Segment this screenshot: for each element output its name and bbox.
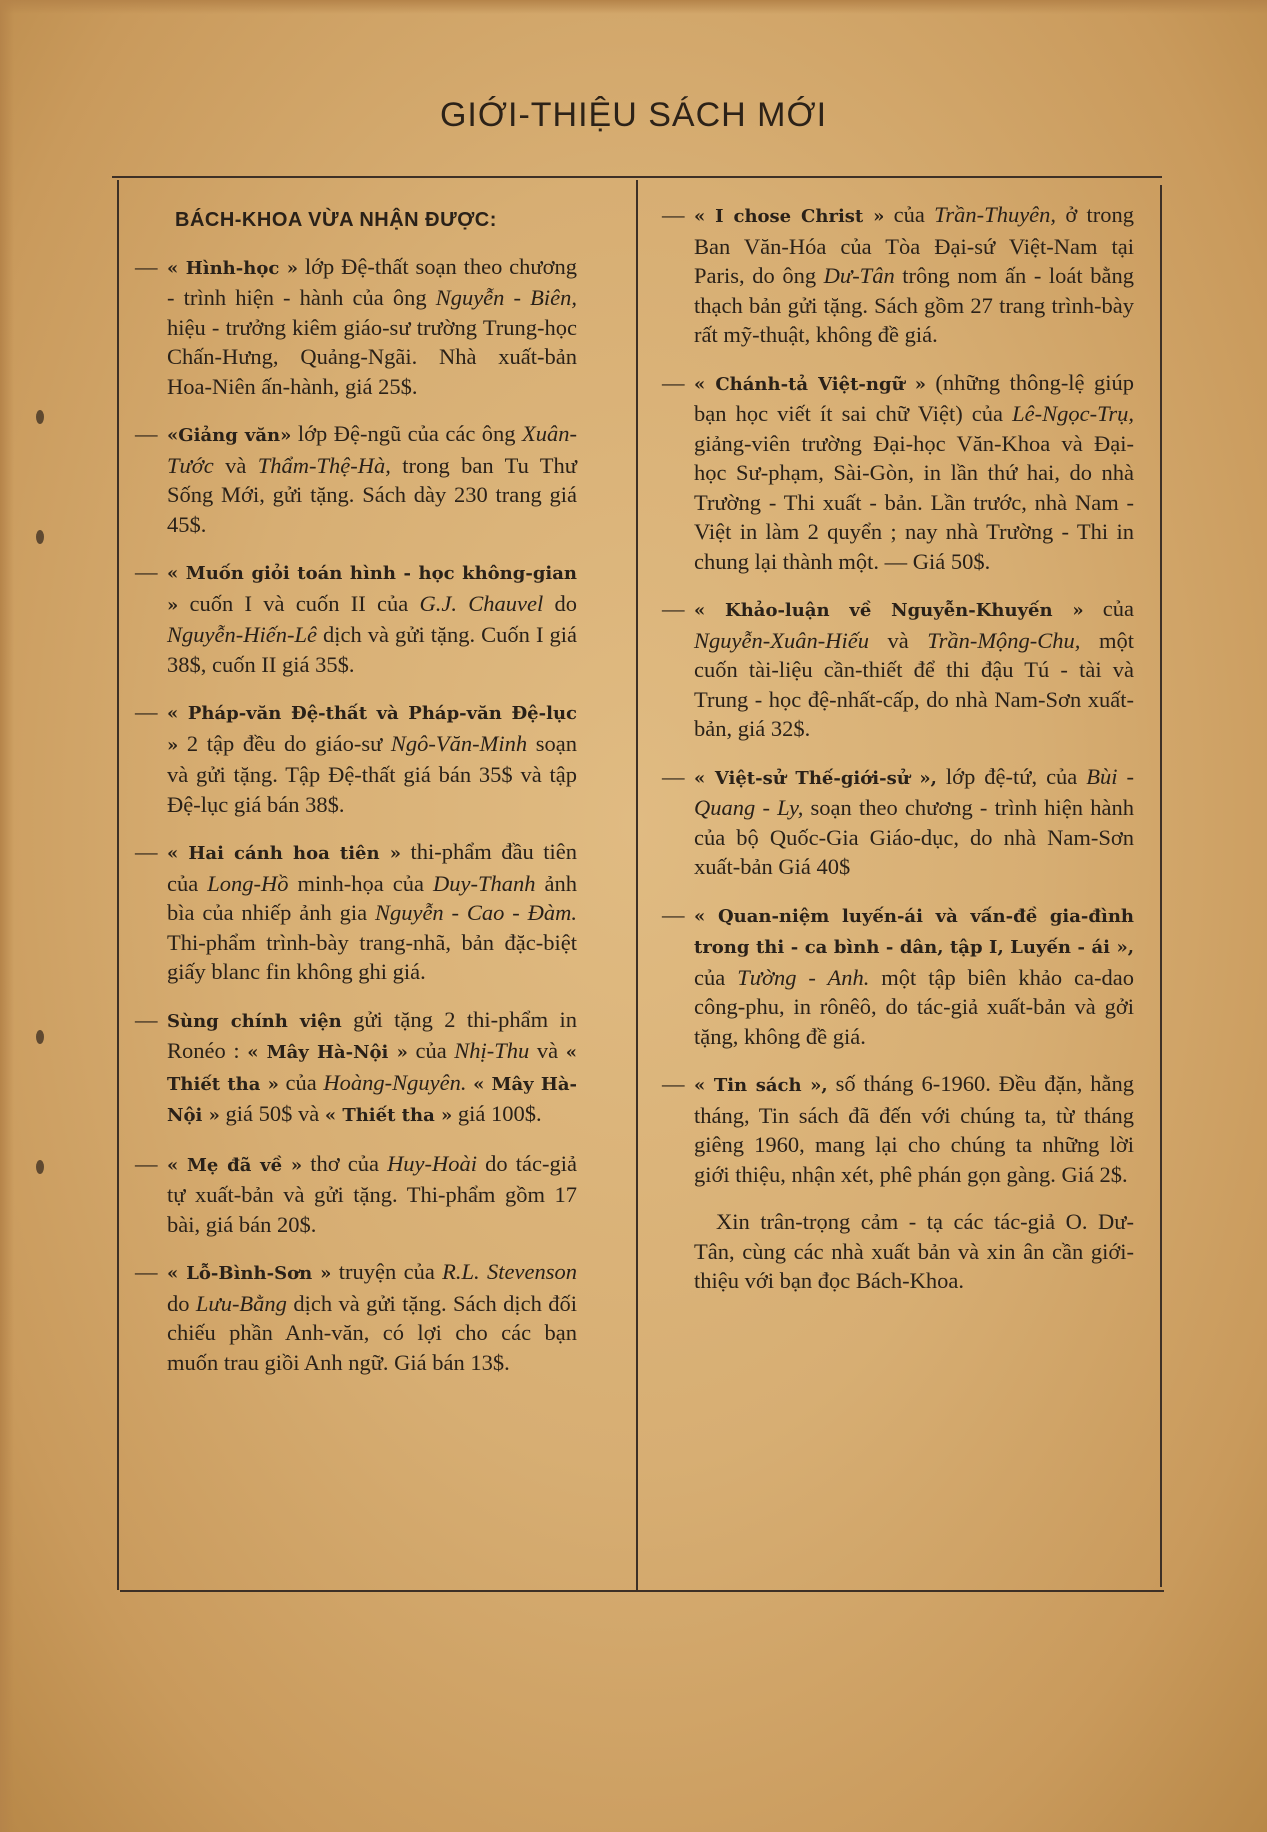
entry-text: của	[884, 202, 935, 227]
book-title: « Khảo-luận về Nguyễn-Khuyến »	[694, 600, 1084, 621]
entry-text: ở trong Ban Văn-Hóa của Tòa Đại-sứ Việt-Nam tại Paris, do ông	[694, 202, 1134, 288]
right-column	[662, 200, 1134, 1296]
column-title: BÁCH-KHOA VỪA NHẬN ĐƯỢC:	[175, 209, 497, 231]
entry-text: 2 tập đều do giáo-sư	[178, 730, 391, 756]
entry-dash: —	[135, 1259, 158, 1284]
entry-text: thi-phẩm đầu tiên của	[167, 839, 577, 896]
entry-dash: —	[662, 901, 685, 927]
book-title: « Quan-niệm luyến-ái và vấn-đề gia-đình trong thi - ca bình - dân, tập I, Luyến - ái »,	[694, 905, 1134, 958]
person-name: Lưu-Bằng	[195, 1290, 287, 1316]
entry-text: do tác-giả tự xuất-bản và gửi tặng. Thi-phẩm gồm 17 bài, giá bán 20$.	[167, 1150, 577, 1237]
entry-text: của	[1083, 596, 1134, 621]
book-title: « Thiết tha »	[167, 1042, 577, 1095]
entry-text: của	[694, 964, 738, 990]
entry-dash: —	[135, 1150, 158, 1176]
page-heading: GIỚI-THIỆU SÁCH MỚI	[439, 96, 828, 134]
left-border-line	[117, 180, 119, 1590]
binding-hole-mark	[36, 1160, 44, 1174]
entry-text: thơ của	[302, 1150, 388, 1176]
entry-text: giảng-viên trường Đại-học Văn-Khoa và Đại-học Sư-phạm, Sài-Gòn, in lần thứ hai, do nhà Trường - Thi xuất - bản. Lần trước, nhà Nam - Việt in làm 2 quyển ; nay nhà Trường - Thi in chung lại thành một. — Giá 50$.	[694, 430, 1134, 574]
book-title: « Lỗ-Bình-Sơn »	[167, 1263, 332, 1284]
book-entry	[662, 368, 1134, 577]
book-title: « Thiết tha »	[324, 1105, 453, 1126]
person-name: Xuân-Tước	[167, 421, 577, 478]
entry-text: trông nom ấn - loát bằng thạch bản gửi tặng. Sách gồm 27 trang trình-bày rất mỹ-thuật, không đề giá.	[694, 263, 1134, 347]
entry-text: truyện của	[331, 1259, 443, 1284]
binding-hole-mark	[36, 530, 44, 544]
top-rule	[112, 176, 1162, 178]
book-entry	[135, 837, 577, 987]
person-name: Thẩm-Thệ-Hà,	[257, 452, 391, 478]
entry-text: và	[868, 627, 928, 653]
entry-text: một tập biên khảo ca-dao công-phu, in rônêô, do tác-giả xuất-bản và gởi tặng, không đề giá.	[694, 964, 1135, 1049]
entry-dash: —	[662, 763, 685, 789]
person-name: Nguyễn - Cao - Đàm.	[374, 900, 577, 925]
binding-hole-mark	[36, 410, 44, 424]
entry-text: trong ban Tu Thư Sống Mới, gửi tặng. Sách dày 230 trang giá 45$.	[167, 452, 577, 537]
book-title: « Việt-sử Thế-giới-sử »,	[694, 767, 937, 789]
person-name: Huy-Hoài	[387, 1150, 478, 1176]
entry-text: một cuốn tài-liệu cần-thiết để thi đậu Tú - tài và Trung - học đệ-nhất-cấp, do nhà Nam-Sơn xuất-bản, giá 32$.	[694, 627, 1134, 741]
entry-dash: —	[662, 202, 685, 227]
book-title: « Mẹ đã về »	[167, 1154, 303, 1176]
entry-text: lớp Đệ-ngũ của các ông	[291, 421, 522, 446]
person-name: G.J. Chauvel	[419, 590, 544, 616]
book-title: « Tin sách »,	[694, 1075, 828, 1096]
person-name: Duy-Thanh	[432, 870, 536, 896]
entry-dash: —	[662, 1071, 685, 1096]
entry-text: Thi-phẩm trình-bày trang-nhã, bản đặc-biệt giấy blanc fin không ghi giá.	[167, 929, 577, 984]
person-name: Tường - Anh.	[737, 964, 870, 990]
entry-text: minh-họa của	[288, 870, 433, 896]
person-name: R.L. Stevenson	[442, 1259, 577, 1284]
entry-dash: —	[662, 596, 685, 621]
book-entry	[135, 557, 577, 679]
person-name: Trần-Mộng-Chu,	[927, 627, 1081, 653]
entry-text: lớp đệ-tứ, của	[936, 763, 1087, 789]
entry-text: ảnh bìa của nhiếp ảnh gia	[167, 870, 577, 925]
entry-dash: —	[662, 369, 685, 395]
book-entry	[135, 697, 577, 819]
person-name: Long-Hồ	[207, 870, 289, 896]
entry-dash: —	[135, 421, 158, 446]
person-name: Dư-Tân	[823, 263, 895, 288]
book-entry	[135, 1149, 577, 1240]
book-title: « I chose Christ »	[694, 206, 885, 227]
book-entry	[662, 200, 1134, 350]
person-name: Ngô-Văn-Minh	[390, 730, 528, 756]
entry-dash: —	[135, 699, 158, 724]
entry-text: của	[407, 1038, 455, 1063]
entry-text: do	[167, 1290, 196, 1316]
entry-text: số tháng 6-1960. Đều đặn, hằng tháng, Tin sách đã đến với chúng ta, từ tháng giêng 1960, mang lại cho chúng ta những lời giới thiệu, nhận xét, phê phán gọn gàng. Giá 2$.	[694, 1071, 1134, 1187]
book-title: «Giảng văn»	[167, 425, 292, 446]
entry-text: hiệu - trưởng kiêm giáo-sư trường Trung-học Chấn-Hưng, Quảng-Ngãi. Nhà xuất-bản Hoa-Niên ấn-hành, giá 25$.	[167, 314, 577, 399]
book-entry	[135, 1257, 577, 1377]
person-name: Lê-Ngọc-Trụ,	[1012, 401, 1134, 426]
entry-text: cuốn I và cuốn II của	[178, 590, 420, 616]
entry-text: soạn và gửi tặng. Tập Đệ-thất giá bán 35$ và tập Đệ-lục giá bán 38$.	[167, 730, 578, 817]
entry-text: giá 100$.	[452, 1101, 542, 1126]
book-entry	[662, 594, 1134, 744]
entry-text: do	[543, 590, 577, 616]
bottom-rule	[120, 1590, 1164, 1592]
entry-text: của	[278, 1069, 324, 1095]
person-name: Nhị-Thu	[454, 1038, 530, 1063]
right-border-line	[1160, 185, 1162, 1587]
entry-text: (những thông-lệ giúp bạn học viết ít sai chữ Việt) của	[694, 369, 1134, 426]
entry-dash: —	[135, 253, 158, 279]
entry-text: soạn theo chương - trình hiện hành của bộ Quốc-Gia Giáo-dục, do nhà Nam-Sơn xuất-bản Giá 40$	[694, 795, 1134, 879]
entry-text: giá 50$ và	[219, 1101, 325, 1126]
book-entry	[135, 1005, 577, 1131]
entry-text: và	[213, 452, 258, 478]
entry-text: dịch và gửi tặng. Sách dịch đối chiếu phần Anh-văn, có lợi cho các bạn muốn trau giồi Anh ngữ. Giá bán 13$.	[167, 1290, 577, 1375]
book-entry	[662, 1069, 1134, 1189]
book-title: « Mây Hà-Nội »	[167, 1073, 577, 1126]
book-title: « Hai cánh hoa tiên »	[167, 843, 401, 864]
binding-hole-mark	[36, 1030, 44, 1044]
entry-text: lớp Đệ-thất soạn theo chương - trình hiện - hành của ông	[167, 253, 577, 310]
person-name: Nguyễn-Hiến-Lê	[167, 622, 317, 647]
book-title: « Pháp-văn Đệ-thất và Pháp-văn Đệ-lục »	[167, 703, 577, 756]
book-entry	[662, 900, 1134, 1052]
book-entry	[135, 419, 577, 539]
book-title: « Hình-học »	[167, 257, 299, 279]
book-entry	[135, 252, 577, 402]
book-title: Sùng chính viện	[167, 1010, 342, 1032]
entry-text: gửi tặng 2 thi-phẩm in Ronéo :	[167, 1006, 578, 1063]
book-entry	[662, 762, 1134, 882]
person-name: Nguyễn - Biên,	[435, 285, 577, 310]
left-column	[135, 200, 577, 1395]
closing-note: Xin trân-trọng cảm - tạ các tác-giả O. Dư-Tân, cùng các nhà xuất bản và xin ân cần giới-thiệu với bạn đọc Bách-Khoa.	[694, 1209, 1134, 1293]
entry-dash: —	[135, 559, 158, 584]
person-name: Hoàng-Nguyên.	[323, 1069, 467, 1095]
entry-text: dịch và gửi tặng. Cuốn I giá 38$, cuốn II giá 35$.	[167, 622, 577, 677]
column-divider	[636, 180, 638, 1590]
person-name: Nguyễn-Xuân-Hiếu	[694, 627, 869, 653]
entry-text: và	[529, 1038, 566, 1063]
book-title: « Muốn giỏi toán hình - học không-gian »	[167, 563, 577, 616]
book-title: « Chánh-tả Việt-ngữ »	[694, 373, 926, 395]
person-name: Bùi - Quang - Ly,	[694, 763, 1134, 820]
entry-dash: —	[135, 1006, 158, 1032]
person-name: Trần-Thuyên,	[934, 202, 1057, 227]
entry-dash: —	[135, 839, 158, 864]
book-title: « Mây Hà-Nội »	[247, 1042, 408, 1063]
